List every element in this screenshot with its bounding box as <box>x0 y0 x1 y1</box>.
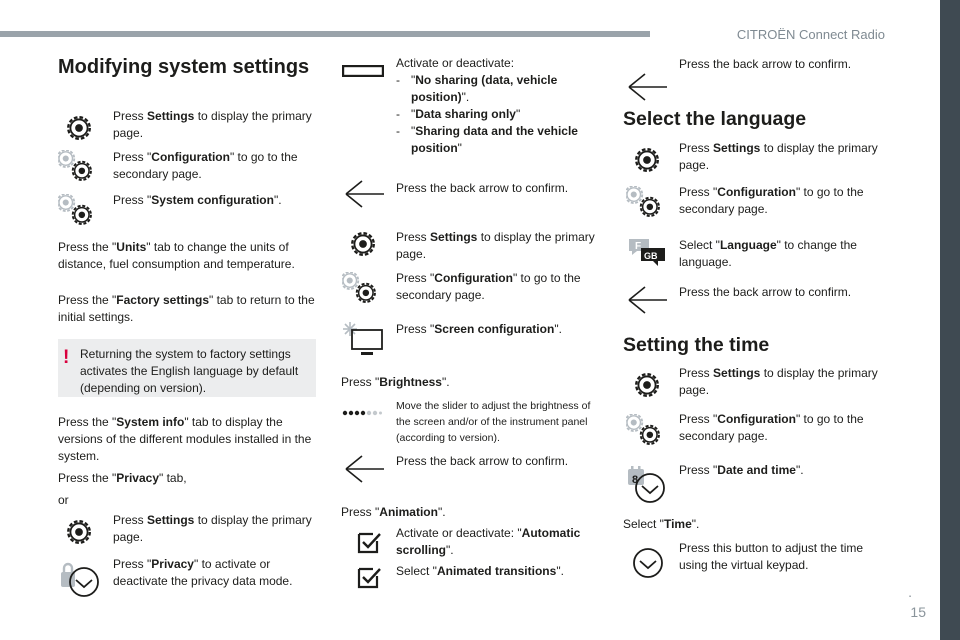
activate-intro: Activate or deactivate: <box>396 56 515 70</box>
paragraph: Press the "System info" tab to display the versions of the different modules installed in the system. <box>58 415 312 463</box>
checkbox-icon[interactable] <box>354 527 384 557</box>
paragraph: Press "Animation". <box>341 505 446 519</box>
step-text: Press Settings to display the primary page. <box>679 366 878 397</box>
back-arrow-icon[interactable] <box>340 179 386 209</box>
paragraph: Select "Time". <box>623 517 700 531</box>
privacy-lock-icon[interactable] <box>58 560 102 602</box>
step-text: Press "System configuration". <box>113 193 282 207</box>
back-text: Press the back arrow to confirm. <box>679 57 852 71</box>
step-text: Select "Animated transitions". <box>396 564 564 578</box>
configuration-gears-icon[interactable] <box>342 272 384 308</box>
step-text: Select "Language" to change the language. <box>679 238 857 269</box>
or-text: or <box>58 493 69 507</box>
svg-text:GB: GB <box>644 251 658 261</box>
back-arrow-icon[interactable] <box>623 285 669 315</box>
date-time-icon[interactable] <box>626 464 668 504</box>
bullet-list <box>396 72 606 157</box>
header-title: CITROËN Connect Radio <box>736 27 885 42</box>
configuration-gears-icon[interactable] <box>58 150 100 186</box>
list-item: - "Sharing data and the vehicle position" <box>396 124 578 155</box>
step-text: Press "Screen configuration". <box>396 322 562 336</box>
settings-gear-icon[interactable] <box>58 110 100 146</box>
page-dots: . <box>908 584 912 600</box>
settings-gear-icon[interactable] <box>626 142 668 178</box>
step-text: Press Settings to display the primary page. <box>113 109 312 140</box>
language-icon[interactable] <box>627 236 667 268</box>
back-arrow-icon[interactable] <box>623 72 669 102</box>
step-text: Activate or deactivate: "Automatic scrolling". <box>396 526 581 557</box>
section-heading: Modifying system settings <box>58 56 310 78</box>
slider-description: Move the slider to adjust the brightness of the screen and/or of the instrument panel (according to version). <box>396 400 591 444</box>
brightness-slider-icon[interactable] <box>342 405 382 415</box>
note-box <box>58 339 316 397</box>
step-text: Press Settings to display the primary page. <box>396 230 595 261</box>
back-text: Press the back arrow to confirm. <box>396 181 569 195</box>
page-number: 15 <box>910 604 926 620</box>
section-heading: Select the language <box>623 108 807 130</box>
warning-icon: ! <box>63 347 70 368</box>
list-item: - "No sharing (data, vehicle position)". <box>396 73 558 104</box>
paragraph: Press the "Privacy" tab, <box>58 471 187 485</box>
svg-text:8: 8 <box>632 474 639 486</box>
back-text: Press the back arrow to confirm. <box>396 454 569 468</box>
step-text: Press "Configuration" to go to the secondary page. <box>396 271 581 302</box>
side-bar <box>940 0 960 640</box>
back-text: Press the back arrow to confirm. <box>679 285 852 299</box>
time-adjust-button-icon[interactable] <box>628 543 668 583</box>
step-text: Press "Configuration" to go to the secondary page. <box>679 185 864 216</box>
paragraph: Press the "Factory settings" tab to return to the initial settings. <box>58 293 315 324</box>
configuration-gears-icon[interactable] <box>626 414 668 450</box>
back-arrow-icon[interactable] <box>340 454 386 484</box>
step-text: Press Settings to display the primary page. <box>679 141 878 172</box>
note-text: Returning the system to factory settings activates the English language by default (depending on version). <box>80 347 299 395</box>
system-configuration-gears-icon[interactable] <box>58 194 100 230</box>
screen-configuration-icon[interactable] <box>342 320 386 358</box>
section-heading: Setting the time <box>623 334 770 356</box>
step-text: Press "Configuration" to go to the secondary page. <box>113 150 298 181</box>
toggle-switch-icon[interactable] <box>342 64 384 76</box>
keypad-text: Press this button to adjust the time using the virtual keypad. <box>679 541 864 572</box>
step-text: Press "Configuration" to go to the secondary page. <box>679 412 864 443</box>
settings-gear-icon[interactable] <box>342 226 384 262</box>
step-text: Press Settings to display the primary page. <box>113 513 312 544</box>
configuration-gears-icon[interactable] <box>626 186 668 222</box>
step-text: Press "Privacy" to activate or deactivate the privacy data mode. <box>113 557 293 588</box>
paragraph: Press "Brightness". <box>341 375 450 389</box>
svg-text:F: F <box>635 241 642 252</box>
step-text: Press "Date and time". <box>679 463 804 477</box>
header-bar <box>0 31 650 37</box>
list-item: - "Data sharing only" <box>396 107 521 121</box>
paragraph: Press the "Units" tab to change the units of distance, fuel consumption and temperature. <box>58 240 295 271</box>
settings-gear-icon[interactable] <box>626 367 668 403</box>
checkbox-icon[interactable] <box>354 562 384 592</box>
settings-gear-icon[interactable] <box>58 514 100 550</box>
